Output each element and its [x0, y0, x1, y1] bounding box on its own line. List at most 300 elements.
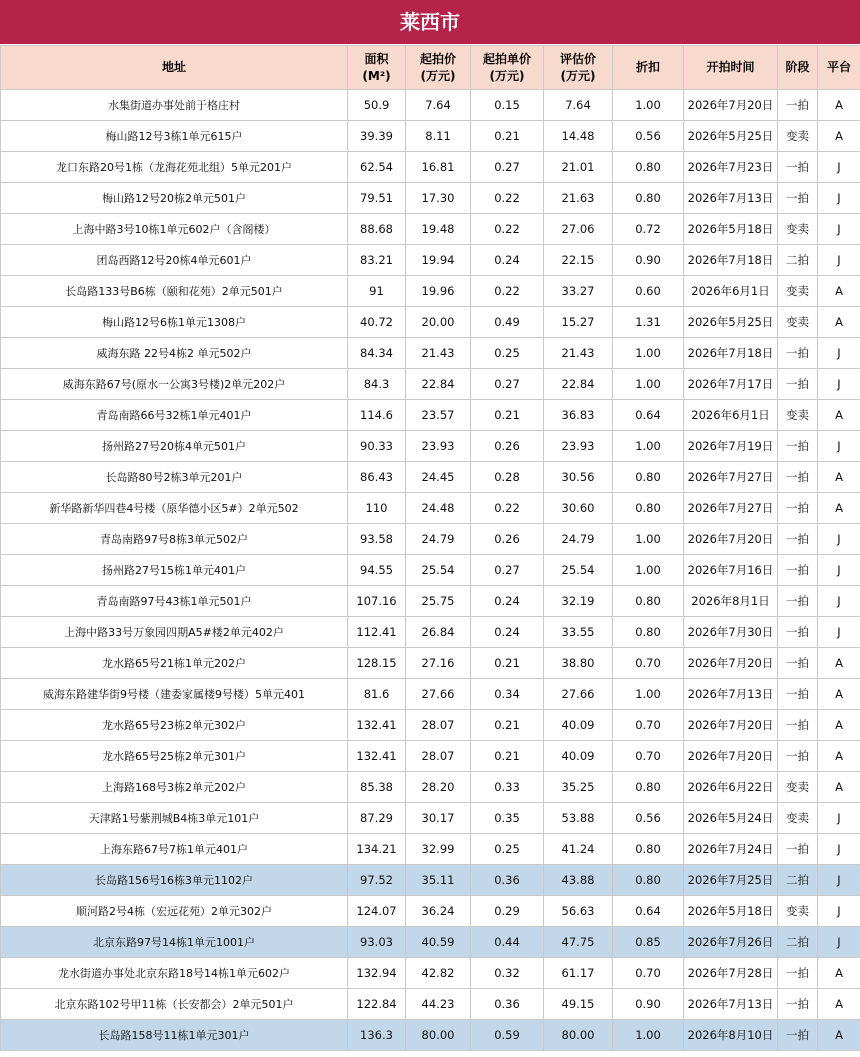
cell-platform: A — [818, 1020, 860, 1051]
cell-discount: 0.80 — [613, 493, 684, 524]
cell-stage: 一拍 — [778, 183, 818, 214]
cell-appraisal: 47.75 — [544, 927, 613, 958]
table-row — [1, 803, 860, 834]
cell-platform: A — [818, 307, 860, 338]
cell-unit-price: 0.21 — [471, 400, 544, 431]
cell-address: 长岛路80号2栋3单元201户 — [1, 462, 348, 493]
cell-unit-price: 0.15 — [471, 90, 544, 121]
cell-unit-price: 0.27 — [471, 555, 544, 586]
table-row — [1, 834, 860, 865]
cell-address: 梅山路12号3栋1单元615户 — [1, 121, 348, 152]
cell-area: 93.58 — [348, 524, 406, 555]
page-title: 莱西市 — [0, 0, 860, 45]
cell-address: 上海东路67号7栋1单元401户 — [1, 834, 348, 865]
header-area-unit: (M²) — [362, 68, 391, 83]
cell-area: 39.39 — [348, 121, 406, 152]
cell-start-price: 27.16 — [406, 648, 471, 679]
cell-platform: J — [818, 524, 860, 555]
cell-discount: 1.00 — [613, 338, 684, 369]
cell-stage: 一拍 — [778, 338, 818, 369]
cell-address: 顺河路2号4栋（宏远花苑）2单元302户 — [1, 896, 348, 927]
cell-stage: 一拍 — [778, 834, 818, 865]
cell-appraisal: 61.17 — [544, 958, 613, 989]
cell-discount: 0.80 — [613, 834, 684, 865]
cell-appraisal: 22.15 — [544, 245, 613, 276]
cell-date: 2026年8月1日 — [684, 586, 778, 617]
cell-address: 新华路新华四巷4号楼（原华德小区5#）2单元502 — [1, 493, 348, 524]
cell-platform: J — [818, 865, 860, 896]
cell-area: 81.6 — [348, 679, 406, 710]
cell-appraisal: 38.80 — [544, 648, 613, 679]
header-start-price-label: 起拍价 — [419, 51, 456, 66]
cell-start-price: 26.84 — [406, 617, 471, 648]
cell-stage: 一拍 — [778, 524, 818, 555]
cell-platform: A — [818, 400, 860, 431]
cell-platform: A — [818, 741, 860, 772]
cell-address: 团岛西路12号20栋4单元601户 — [1, 245, 348, 276]
cell-area: 122.84 — [348, 989, 406, 1020]
table-row — [1, 307, 860, 338]
cell-appraisal: 21.63 — [544, 183, 613, 214]
table-row — [1, 245, 860, 276]
cell-discount: 0.80 — [613, 462, 684, 493]
cell-address: 上海路168号3栋2单元202户 — [1, 772, 348, 803]
cell-address: 上海中路3号10栋1单元602户（含阁楼） — [1, 214, 348, 245]
header-date: 开拍时间 — [684, 46, 778, 90]
cell-stage: 一拍 — [778, 555, 818, 586]
cell-date: 2026年5月25日 — [684, 307, 778, 338]
cell-area: 110 — [348, 493, 406, 524]
cell-address: 青岛南路97号8栋3单元502户 — [1, 524, 348, 555]
cell-unit-price: 0.36 — [471, 989, 544, 1020]
header-area-label: 面积 — [364, 51, 389, 66]
cell-start-price: 44.23 — [406, 989, 471, 1020]
cell-appraisal: 53.88 — [544, 803, 613, 834]
cell-area: 128.15 — [348, 648, 406, 679]
table-body — [1, 90, 860, 1051]
cell-unit-price: 0.59 — [471, 1020, 544, 1051]
cell-stage: 二拍 — [778, 865, 818, 896]
cell-appraisal: 36.83 — [544, 400, 613, 431]
cell-appraisal: 40.09 — [544, 710, 613, 741]
cell-stage: 二拍 — [778, 245, 818, 276]
cell-discount: 0.90 — [613, 989, 684, 1020]
cell-appraisal: 33.55 — [544, 617, 613, 648]
cell-date: 2026年7月18日 — [684, 338, 778, 369]
table-row — [1, 958, 860, 989]
cell-appraisal: 7.64 — [544, 90, 613, 121]
cell-platform: J — [818, 152, 860, 183]
cell-unit-price: 0.25 — [471, 338, 544, 369]
cell-date: 2026年7月13日 — [684, 183, 778, 214]
cell-platform: J — [818, 431, 860, 462]
cell-area: 84.34 — [348, 338, 406, 369]
cell-start-price: 19.48 — [406, 214, 471, 245]
cell-unit-price: 0.26 — [471, 431, 544, 462]
cell-start-price: 7.64 — [406, 90, 471, 121]
cell-area: 107.16 — [348, 586, 406, 617]
cell-start-price: 28.07 — [406, 741, 471, 772]
table-row — [1, 679, 860, 710]
cell-address: 扬州路27号20栋4单元501户 — [1, 431, 348, 462]
cell-unit-price: 0.27 — [471, 152, 544, 183]
cell-date: 2026年5月18日 — [684, 214, 778, 245]
cell-area: 93.03 — [348, 927, 406, 958]
cell-area: 132.41 — [348, 710, 406, 741]
cell-appraisal: 32.19 — [544, 586, 613, 617]
cell-discount: 0.60 — [613, 276, 684, 307]
cell-appraisal: 22.84 — [544, 369, 613, 400]
table-row — [1, 896, 860, 927]
cell-platform: J — [818, 927, 860, 958]
cell-area: 87.29 — [348, 803, 406, 834]
cell-discount: 0.80 — [613, 865, 684, 896]
header-unit-price-label: 起拍单价 — [482, 51, 531, 66]
cell-start-price: 20.00 — [406, 307, 471, 338]
cell-platform: A — [818, 772, 860, 803]
cell-start-price: 19.96 — [406, 276, 471, 307]
cell-start-price: 28.07 — [406, 710, 471, 741]
cell-unit-price: 0.33 — [471, 772, 544, 803]
cell-area: 88.68 — [348, 214, 406, 245]
table-row — [1, 927, 860, 958]
table-row — [1, 462, 860, 493]
cell-date: 2026年6月1日 — [684, 400, 778, 431]
cell-unit-price: 0.21 — [471, 710, 544, 741]
cell-date: 2026年7月20日 — [684, 90, 778, 121]
cell-area: 79.51 — [348, 183, 406, 214]
table-row — [1, 586, 860, 617]
cell-unit-price: 0.27 — [471, 369, 544, 400]
cell-date: 2026年7月13日 — [684, 679, 778, 710]
cell-unit-price: 0.22 — [471, 493, 544, 524]
cell-date: 2026年7月30日 — [684, 617, 778, 648]
cell-appraisal: 15.27 — [544, 307, 613, 338]
cell-discount: 0.80 — [613, 152, 684, 183]
table-row — [1, 183, 860, 214]
cell-stage: 一拍 — [778, 90, 818, 121]
cell-address: 北京东路102号甲11栋（长安都会）2单元501户 — [1, 989, 348, 1020]
cell-stage: 一拍 — [778, 493, 818, 524]
cell-unit-price: 0.24 — [471, 617, 544, 648]
cell-date: 2026年7月16日 — [684, 555, 778, 586]
cell-stage: 一拍 — [778, 710, 818, 741]
cell-area: 132.41 — [348, 741, 406, 772]
header-appraisal — [544, 46, 613, 90]
cell-appraisal: 21.43 — [544, 338, 613, 369]
cell-area: 84.3 — [348, 369, 406, 400]
header-unit-price — [471, 46, 544, 90]
cell-discount: 0.72 — [613, 214, 684, 245]
cell-appraisal: 21.01 — [544, 152, 613, 183]
cell-address: 扬州路27号15栋1单元401户 — [1, 555, 348, 586]
cell-platform: J — [818, 369, 860, 400]
cell-start-price: 24.45 — [406, 462, 471, 493]
cell-platform: A — [818, 679, 860, 710]
cell-discount: 0.56 — [613, 803, 684, 834]
cell-platform: J — [818, 555, 860, 586]
cell-unit-price: 0.24 — [471, 586, 544, 617]
cell-stage: 一拍 — [778, 462, 818, 493]
cell-address: 龙水路65号21栋1单元202户 — [1, 648, 348, 679]
header-appraisal-unit: (万元) — [560, 68, 596, 83]
cell-discount: 1.00 — [613, 524, 684, 555]
cell-start-price: 24.48 — [406, 493, 471, 524]
cell-discount: 0.56 — [613, 121, 684, 152]
cell-unit-price: 0.21 — [471, 648, 544, 679]
cell-discount: 1.00 — [613, 679, 684, 710]
cell-start-price: 16.81 — [406, 152, 471, 183]
cell-appraisal: 30.60 — [544, 493, 613, 524]
cell-stage: 变卖 — [778, 896, 818, 927]
cell-appraisal: 80.00 — [544, 1020, 613, 1051]
cell-platform: J — [818, 183, 860, 214]
cell-stage: 一拍 — [778, 617, 818, 648]
cell-platform: J — [818, 834, 860, 865]
cell-stage: 变卖 — [778, 214, 818, 245]
cell-platform: J — [818, 245, 860, 276]
cell-date: 2026年7月13日 — [684, 989, 778, 1020]
cell-date: 2026年5月18日 — [684, 896, 778, 927]
cell-stage: 一拍 — [778, 152, 818, 183]
table-row — [1, 121, 860, 152]
cell-discount: 0.90 — [613, 245, 684, 276]
cell-area: 91 — [348, 276, 406, 307]
cell-unit-price: 0.22 — [471, 276, 544, 307]
cell-appraisal: 23.93 — [544, 431, 613, 462]
cell-start-price: 35.11 — [406, 865, 471, 896]
cell-unit-price: 0.22 — [471, 214, 544, 245]
cell-start-price: 24.79 — [406, 524, 471, 555]
cell-stage: 一拍 — [778, 431, 818, 462]
cell-address: 威海东路 22号4栋2 单元502户 — [1, 338, 348, 369]
cell-platform: A — [818, 710, 860, 741]
cell-area: 97.52 — [348, 865, 406, 896]
header-address: 地址 — [1, 46, 348, 90]
cell-appraisal: 43.88 — [544, 865, 613, 896]
header-start-price — [406, 46, 471, 90]
cell-stage: 一拍 — [778, 989, 818, 1020]
cell-platform: A — [818, 121, 860, 152]
cell-discount: 1.00 — [613, 1020, 684, 1051]
table-header — [1, 46, 860, 90]
cell-discount: 1.00 — [613, 369, 684, 400]
cell-stage: 变卖 — [778, 400, 818, 431]
cell-unit-price: 0.28 — [471, 462, 544, 493]
table-row — [1, 152, 860, 183]
table-row — [1, 369, 860, 400]
cell-start-price: 30.17 — [406, 803, 471, 834]
cell-appraisal: 49.15 — [544, 989, 613, 1020]
cell-platform: A — [818, 648, 860, 679]
cell-appraisal: 27.06 — [544, 214, 613, 245]
cell-discount: 1.00 — [613, 431, 684, 462]
header-discount: 折扣 — [613, 46, 684, 90]
cell-platform: J — [818, 214, 860, 245]
table-row — [1, 710, 860, 741]
cell-address: 威海东路67号(原水一公寓3号楼)2单元202户 — [1, 369, 348, 400]
cell-appraisal: 14.48 — [544, 121, 613, 152]
cell-start-price: 22.84 — [406, 369, 471, 400]
cell-date: 2026年7月20日 — [684, 524, 778, 555]
cell-stage: 变卖 — [778, 121, 818, 152]
cell-area: 83.21 — [348, 245, 406, 276]
cell-start-price: 19.94 — [406, 245, 471, 276]
table-row — [1, 493, 860, 524]
cell-platform: A — [818, 958, 860, 989]
cell-area: 85.38 — [348, 772, 406, 803]
cell-area: 94.55 — [348, 555, 406, 586]
cell-start-price: 25.75 — [406, 586, 471, 617]
cell-discount: 0.70 — [613, 648, 684, 679]
cell-discount: 1.31 — [613, 307, 684, 338]
cell-area: 134.21 — [348, 834, 406, 865]
cell-start-price: 23.57 — [406, 400, 471, 431]
cell-start-price: 32.99 — [406, 834, 471, 865]
table-row — [1, 90, 860, 121]
cell-address: 长岛路133号B6栋（颐和花苑）2单元501户 — [1, 276, 348, 307]
cell-platform: A — [818, 276, 860, 307]
cell-start-price: 28.20 — [406, 772, 471, 803]
cell-address: 青岛南路97号43栋1单元501户 — [1, 586, 348, 617]
cell-area: 40.72 — [348, 307, 406, 338]
cell-platform: J — [818, 338, 860, 369]
cell-unit-price: 0.35 — [471, 803, 544, 834]
cell-area: 136.3 — [348, 1020, 406, 1051]
cell-start-price: 17.30 — [406, 183, 471, 214]
cell-unit-price: 0.32 — [471, 958, 544, 989]
cell-appraisal: 30.56 — [544, 462, 613, 493]
cell-unit-price: 0.34 — [471, 679, 544, 710]
cell-stage: 变卖 — [778, 803, 818, 834]
cell-unit-price: 0.36 — [471, 865, 544, 896]
cell-address: 龙水路65号25栋2单元301户 — [1, 741, 348, 772]
cell-date: 2026年7月26日 — [684, 927, 778, 958]
cell-appraisal: 35.25 — [544, 772, 613, 803]
cell-stage: 变卖 — [778, 772, 818, 803]
cell-address: 长岛路156号16栋3单元1102户 — [1, 865, 348, 896]
cell-date: 2026年7月27日 — [684, 493, 778, 524]
header-stage: 阶段 — [778, 46, 818, 90]
cell-start-price: 21.43 — [406, 338, 471, 369]
cell-date: 2026年7月23日 — [684, 152, 778, 183]
cell-address: 威海东路建华街9号楼（建委家属楼9号楼）5单元401 — [1, 679, 348, 710]
cell-unit-price: 0.44 — [471, 927, 544, 958]
cell-platform: J — [818, 617, 860, 648]
cell-unit-price: 0.21 — [471, 741, 544, 772]
cell-date: 2026年7月20日 — [684, 710, 778, 741]
cell-unit-price: 0.22 — [471, 183, 544, 214]
header-platform: 平台 — [818, 46, 860, 90]
cell-stage: 一拍 — [778, 648, 818, 679]
cell-stage: 二拍 — [778, 927, 818, 958]
cell-date: 2026年8月10日 — [684, 1020, 778, 1051]
cell-appraisal: 56.63 — [544, 896, 613, 927]
cell-platform: J — [818, 803, 860, 834]
cell-date: 2026年7月20日 — [684, 648, 778, 679]
cell-date: 2026年7月18日 — [684, 245, 778, 276]
cell-start-price: 8.11 — [406, 121, 471, 152]
cell-stage: 变卖 — [778, 276, 818, 307]
cell-unit-price: 0.29 — [471, 896, 544, 927]
cell-discount: 1.00 — [613, 555, 684, 586]
cell-unit-price: 0.21 — [471, 121, 544, 152]
table-row — [1, 214, 860, 245]
cell-unit-price: 0.24 — [471, 245, 544, 276]
cell-stage: 一拍 — [778, 741, 818, 772]
cell-area: 86.43 — [348, 462, 406, 493]
cell-date: 2026年7月27日 — [684, 462, 778, 493]
cell-platform: J — [818, 896, 860, 927]
cell-address: 北京东路97号14栋1单元1001户 — [1, 927, 348, 958]
cell-date: 2026年6月1日 — [684, 276, 778, 307]
table-row — [1, 276, 860, 307]
table-row — [1, 524, 860, 555]
cell-area: 90.33 — [348, 431, 406, 462]
header-appraisal-label: 评估价 — [559, 51, 596, 66]
cell-discount: 0.80 — [613, 772, 684, 803]
cell-address: 长岛路158号11栋1单元301户 — [1, 1020, 348, 1051]
cell-appraisal: 27.66 — [544, 679, 613, 710]
table-row — [1, 741, 860, 772]
cell-address: 上海中路33号万象园四期A5#楼2单元402户 — [1, 617, 348, 648]
cell-date: 2026年7月24日 — [684, 834, 778, 865]
cell-date: 2026年6月22日 — [684, 772, 778, 803]
cell-discount: 0.70 — [613, 741, 684, 772]
cell-platform: A — [818, 493, 860, 524]
cell-date: 2026年5月24日 — [684, 803, 778, 834]
cell-address: 梅山路12号6栋1单元1308户 — [1, 307, 348, 338]
cell-area: 50.9 — [348, 90, 406, 121]
cell-start-price: 80.00 — [406, 1020, 471, 1051]
header-unit-price-unit: (万元) — [489, 68, 525, 83]
cell-address: 龙水街道办事处北京东路18号14栋1单元602户 — [1, 958, 348, 989]
table-row — [1, 617, 860, 648]
cell-appraisal: 40.09 — [544, 741, 613, 772]
cell-stage: 一拍 — [778, 586, 818, 617]
header-start-price-unit: (万元) — [420, 68, 456, 83]
cell-address: 龙口东路20号1栋（龙海花苑北组）5单元201户 — [1, 152, 348, 183]
cell-date: 2026年7月25日 — [684, 865, 778, 896]
cell-discount: 0.64 — [613, 896, 684, 927]
cell-discount: 1.00 — [613, 90, 684, 121]
cell-address: 天津路1号紫荆城B4栋3单元101户 — [1, 803, 348, 834]
cell-address: 梅山路12号20栋2单元501户 — [1, 183, 348, 214]
cell-area: 114.6 — [348, 400, 406, 431]
cell-address: 龙水路65号23栋2单元302户 — [1, 710, 348, 741]
cell-discount: 0.64 — [613, 400, 684, 431]
table-row — [1, 772, 860, 803]
cell-stage: 一拍 — [778, 1020, 818, 1051]
cell-area: 62.54 — [348, 152, 406, 183]
cell-appraisal: 24.79 — [544, 524, 613, 555]
cell-appraisal: 25.54 — [544, 555, 613, 586]
cell-appraisal: 41.24 — [544, 834, 613, 865]
cell-discount: 0.70 — [613, 710, 684, 741]
cell-appraisal: 33.27 — [544, 276, 613, 307]
cell-stage: 一拍 — [778, 369, 818, 400]
header-area — [348, 46, 406, 90]
cell-stage: 一拍 — [778, 679, 818, 710]
cell-discount: 0.80 — [613, 586, 684, 617]
cell-start-price: 36.24 — [406, 896, 471, 927]
cell-unit-price: 0.49 — [471, 307, 544, 338]
cell-discount: 0.70 — [613, 958, 684, 989]
cell-address: 青岛南路66号32栋1单元401户 — [1, 400, 348, 431]
cell-discount: 0.80 — [613, 183, 684, 214]
cell-date: 2026年7月28日 — [684, 958, 778, 989]
table-row — [1, 865, 860, 896]
